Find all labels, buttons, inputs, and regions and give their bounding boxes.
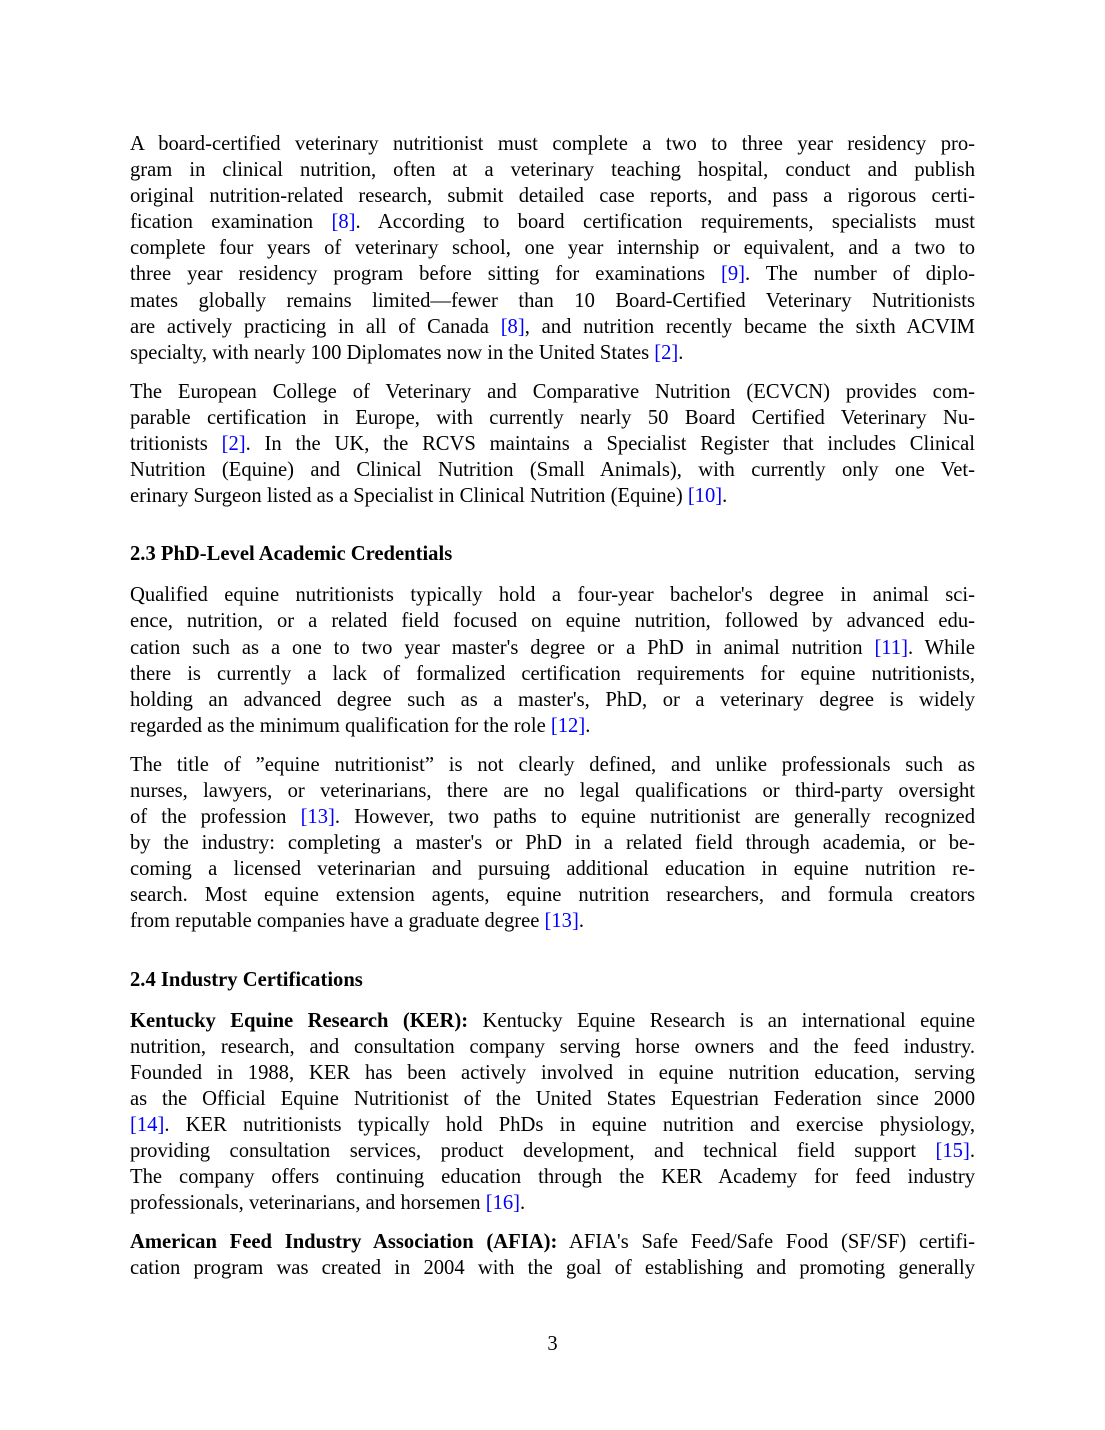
text-line: Founded in 1988, KER has been actively involved in equine nutrition education, serving [130, 1061, 975, 1084]
citation-link-15[interactable]: [15] [935, 1140, 970, 1162]
text-line: regarded as the minimum qualification for the role [12]. [130, 714, 591, 737]
text-line: Qualified equine nutritionists typically hold a four-year bachelor's degree in animal sci- [130, 584, 975, 607]
text-line: holding an advanced degree such as a master's, PhD, or a veterinary degree is widely [130, 688, 975, 711]
text-line: erinary Surgeon listed as a Specialist in Clinical Nutrition (Equine) [10]. [130, 485, 728, 508]
text-line: cation such as a one to two year master's degree or a PhD in animal nutrition [11]. While [130, 636, 975, 659]
text-line: The European College of Veterinary and Comparative Nutrition (ECVCN) provides com- [130, 380, 975, 403]
text-line: coming a licensed veterinarian and pursuing additional education in equine nutrition re- [130, 858, 975, 881]
section-heading-2-3: 2.3 PhD-Level Academic Credentials [130, 543, 453, 566]
paragraph-title-definition [130, 752, 975, 935]
text-line: are actively practicing in all of Canada [8], and nutrition recently became the sixth ACVIM [130, 315, 975, 338]
citation-link-11[interactable]: [11] [874, 636, 908, 659]
text-line: cation program was created in 2004 with the goal of establishing and promoting generally [130, 1257, 975, 1280]
text-line: tritionists [2]. In the UK, the RCVS maintains a Specialist Register that includes Clinical [130, 433, 975, 456]
citation-link-9[interactable]: [9] [721, 263, 746, 286]
page-body [130, 131, 975, 1294]
citation-link-8[interactable]: [8] [500, 315, 525, 338]
text-line: The title of ”equine nutritionist” is not clearly defined, and unlike professionals such as [130, 753, 975, 776]
citation-link-12[interactable]: [12] [550, 714, 586, 737]
text-line: [14]. KER nutritionists typically hold PhDs in equine nutrition and exercise physiology, [130, 1113, 975, 1136]
text-line: American Feed Industry Association (AFIA): AFIA's Safe Feed/Safe Food (SF/SF) certifi- [130, 1231, 975, 1254]
paragraph-ker [130, 1008, 975, 1217]
citation-link-13[interactable]: [13] [544, 910, 579, 933]
text-line: search. Most equine extension agents, equine nutrition researchers, and formula creators [130, 884, 975, 907]
text-line: there is currently a lack of formalized certification requirements for equine nutritionists, [130, 662, 975, 685]
text-line: original nutrition-related research, submit detailed case reports, and pass a rigorous certi- [130, 185, 975, 208]
paragraph-ecvcn [130, 379, 975, 509]
text-line: fication examination [8]. According to board certification requirements, specialists must [130, 211, 975, 234]
text-line: gram in clinical nutrition, often at a veterinary teaching hospital, conduct and publish [130, 159, 975, 182]
text-line: professionals, veterinarians, and horsemen [16]. [130, 1192, 526, 1215]
section-heading-2-4: 2.4 Industry Certifications [130, 968, 363, 991]
text-line: as the Official Equine Nutritionist of the United States Equestrian Federation since 2000 [130, 1087, 975, 1110]
text-line: nurses, lawyers, or veterinarians, there are no legal qualifications or third-party oversight [130, 779, 975, 802]
text-line: Kentucky Equine Research (KER): Kentucky Equine Research is an international equine [130, 1009, 975, 1032]
text-line: from reputable companies have a graduate degree [13]. [130, 910, 584, 933]
paragraph-board-certification [130, 131, 975, 366]
afia-lead-term: American Feed Industry Association (AFIA): [130, 1231, 558, 1254]
citation-link-13[interactable]: [13] [300, 806, 335, 829]
citation-link-2[interactable]: [2] [654, 341, 679, 364]
paragraph-academic-degrees [130, 582, 975, 739]
citation-link-14[interactable]: [14] [130, 1113, 165, 1136]
paragraph-afia [130, 1229, 975, 1281]
text-line: mates globally remains limited—fewer than 10 Board-Certified Veterinary Nutritionists [130, 289, 975, 312]
citation-link-2[interactable]: [2] [221, 433, 246, 456]
citation-link-8[interactable]: [8] [331, 211, 356, 234]
text-line: complete four years of veterinary school, one year internship or equivalent, and a two to [130, 237, 975, 260]
text-line: A board-certified veterinary nutritionist must complete a two to three year residency pro- [130, 133, 975, 155]
text-line: Nutrition (Equine) and Clinical Nutrition (Small Animals), with currently only one Vet- [130, 459, 975, 482]
page-number: 3 [547, 1333, 558, 1355]
text-line: The company offers continuing education through the KER Academy for feed industry [130, 1166, 975, 1189]
text-line: three year residency program before sitting for examinations [9]. The number of diplo- [130, 263, 975, 286]
text-line: nutrition, research, and consultation company serving horse owners and the feed industry. [130, 1035, 975, 1058]
text-line: by the industry: completing a master's or PhD in a related field through academia, or be- [130, 832, 975, 855]
ker-lead-term: Kentucky Equine Research (KER): [130, 1009, 469, 1032]
citation-link-10[interactable]: [10] [687, 485, 723, 508]
citation-link-16[interactable]: [16] [485, 1192, 521, 1215]
text-line: ence, nutrition, or a related field focused on equine nutrition, followed by advanced edu- [130, 610, 975, 633]
text-line: of the profession [13]. However, two paths to equine nutritionist are generally recognized [130, 806, 975, 829]
text-line: providing consultation services, product development, and technical field support [15]. [130, 1140, 975, 1162]
text-line: parable certification in Europe, with currently nearly 50 Board Certified Veterinary Nu- [130, 406, 975, 429]
text-line: specialty, with nearly 100 Diplomates now in the United States [2]. [130, 341, 684, 364]
